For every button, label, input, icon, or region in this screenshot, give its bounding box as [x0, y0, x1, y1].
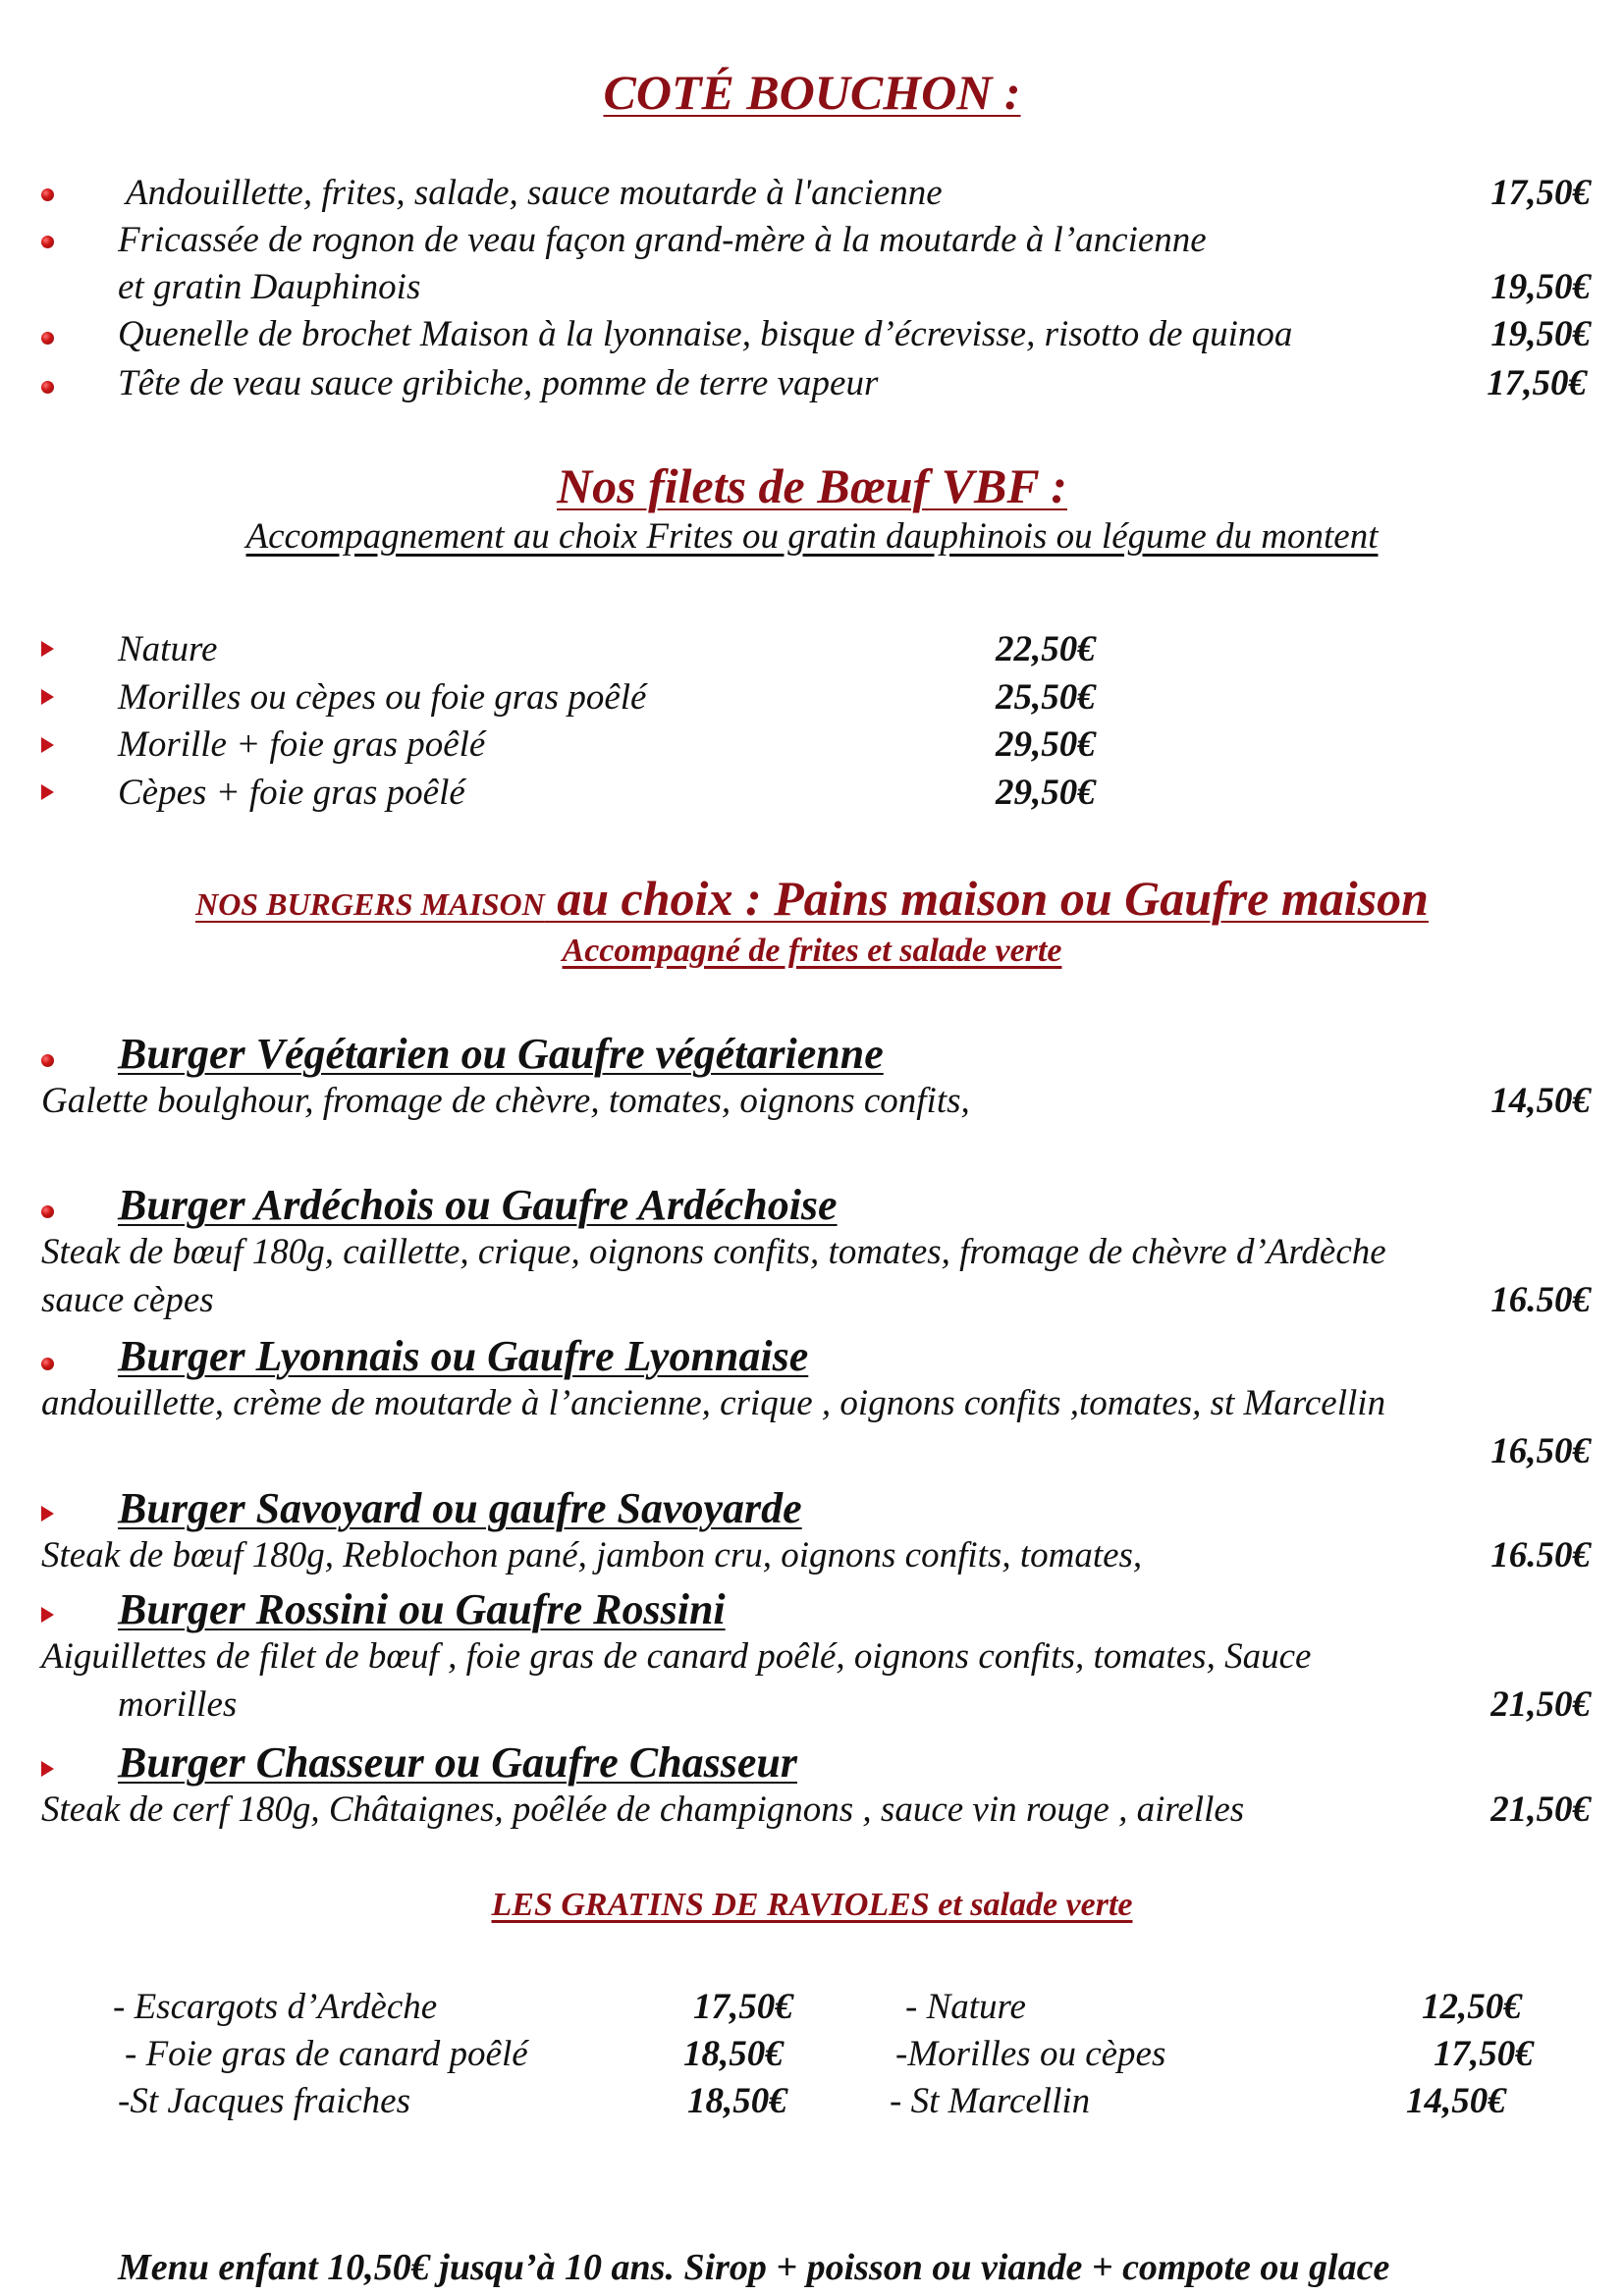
burger-name: Burger Rossini ou Gaufre Rossini [118, 1585, 726, 1633]
section-title-gratins: LES GRATINS DE RAVIOLES et salade verte [491, 1887, 1133, 1923]
section-title-bouchon: COTÉ BOUCHON : [603, 65, 1021, 120]
arrow-bullet-icon [41, 641, 54, 657]
burger-name: Burger Savoyard ou gaufre Savoyarde [118, 1484, 802, 1532]
burger-description: Aiguillettes de filet de bœuf , foie gras de canard poêlé, oignons confits, tomates, Sauce [41, 1636, 1312, 1677]
gratin-item-price: 18,50€ [687, 2081, 787, 2121]
bullet-icon [41, 1358, 54, 1370]
menu-item-price: 25,50€ [996, 677, 1096, 718]
menu-item-price: 29,50€ [996, 724, 1096, 765]
burger-price: 21,50€ [1490, 1789, 1591, 1830]
gratin-item-price: 12,50€ [1422, 1987, 1522, 2027]
section-title-burgers [0, 870, 1624, 927]
burger-name: Burger Chasseur ou Gaufre Chasseur [118, 1738, 797, 1787]
section-subtitle-burgers: Accompagné de frites et salade verte [562, 933, 1062, 969]
arrow-bullet-icon [41, 689, 54, 705]
arrow-bullet-icon [41, 1607, 54, 1623]
gratin-item-name: - Nature [905, 1987, 1026, 2027]
menu-item-name: Morilles ou cèpes ou foie gras poêlé [118, 677, 647, 718]
menu-item-name: Andouillette, frites, salade, sauce moutarde à l'ancienne [126, 173, 943, 213]
bullet-icon [41, 1205, 54, 1218]
gratin-item-price: 17,50€ [1434, 2034, 1534, 2074]
burger-description-continued: morilles [118, 1684, 238, 1725]
bullet-icon [41, 332, 54, 345]
gratin-item-name: - Foie gras de canard poêlé [125, 2034, 528, 2074]
bullet-icon [41, 1054, 54, 1067]
burger-description: Steak de bœuf 180g, Reblochon pané, jambon cru, oignons confits, tomates, [41, 1535, 1143, 1575]
burger-name: Burger Ardéchois ou Gaufre Ardéchoise [118, 1181, 838, 1229]
menu-item-name: Fricassée de rognon de veau façon grand-mère à la moutarde à l’ancienne [118, 220, 1207, 260]
menu-item-name-continued: et gratin Dauphinois [118, 267, 421, 307]
menu-item-name: Tête de veau sauce gribiche, pomme de terre vapeur [118, 363, 879, 403]
burger-price: 21,50€ [1490, 1684, 1591, 1725]
burger-price: 16.50€ [1490, 1280, 1591, 1320]
burger-name: Burger Végétarien ou Gaufre végétarienne [118, 1030, 884, 1078]
gratin-item-name: -St Jacques fraiches [118, 2081, 410, 2121]
gratin-item-price: 14,50€ [1406, 2081, 1506, 2121]
menu-item-price: 29,50€ [996, 773, 1096, 813]
menu-item-price: 22,50€ [996, 629, 1096, 669]
kids-menu-note: Menu enfant 10,50€ jusqu’à 10 ans. Sirop + poisson ou viande + compote ou glace [118, 2247, 1390, 2288]
burger-description: andouillette, crème de moutarde à l’ancienne, crique , oignons confits ,tomates, st Marcellin [41, 1383, 1386, 1423]
gratin-item-name: -Morilles ou cèpes [895, 2034, 1166, 2074]
gratin-item-name: - Escargots d’Ardèche [113, 1987, 438, 2027]
arrow-bullet-icon [41, 1506, 54, 1522]
section-title-burgers-large: au choix : Pains maison ou Gaufre maison [544, 871, 1429, 926]
menu-item-price: 19,50€ [1490, 314, 1591, 354]
menu-item-name: Quenelle de brochet Maison à la lyonnaise, bisque d’écrevisse, risotto de quinoa [118, 314, 1293, 354]
menu-item-price: 17,50€ [1490, 173, 1591, 213]
menu-item-price: 17,50€ [1487, 363, 1587, 403]
burger-description: Galette boulghour, fromage de chèvre, tomates, oignons confits, [41, 1081, 970, 1121]
menu-item-name: Cèpes + foie gras poêlé [118, 773, 465, 813]
menu-item-name: Morille + foie gras poêlé [118, 724, 486, 765]
burger-description: Steak de bœuf 180g, caillette, crique, oignons confits, tomates, fromage de chèvre d’Ardèche [41, 1232, 1386, 1272]
section-title-filets: Nos filets de Bœuf VBF : [557, 458, 1067, 513]
arrow-bullet-icon [41, 784, 54, 800]
burger-price: 16.50€ [1490, 1535, 1591, 1575]
bullet-icon [41, 236, 54, 248]
gratin-item-name: - St Marcellin [890, 2081, 1091, 2121]
burger-name: Burger Lyonnais ou Gaufre Lyonnaise [118, 1332, 809, 1380]
arrow-bullet-icon [41, 1761, 54, 1777]
menu-item-name: Nature [118, 629, 218, 669]
menu-item-price: 19,50€ [1490, 267, 1591, 307]
section-subtitle-filets: Accompagnement au choix Frites ou gratin dauphinois ou légume du montent [245, 516, 1379, 557]
arrow-bullet-icon [41, 737, 54, 753]
burger-description: Steak de cerf 180g, Châtaignes, poêlée de champignons , sauce vin rouge , airelles [41, 1789, 1245, 1830]
section-title-burgers-small: NOS BURGERS MAISON [195, 886, 545, 922]
burger-price: 16,50€ [1490, 1431, 1591, 1471]
burger-description-continued: sauce cèpes [41, 1280, 214, 1320]
bullet-icon [41, 188, 54, 201]
bullet-icon [41, 381, 54, 394]
gratin-item-price: 17,50€ [693, 1987, 793, 2027]
gratin-item-price: 18,50€ [683, 2034, 784, 2074]
burger-price: 14,50€ [1490, 1081, 1591, 1121]
